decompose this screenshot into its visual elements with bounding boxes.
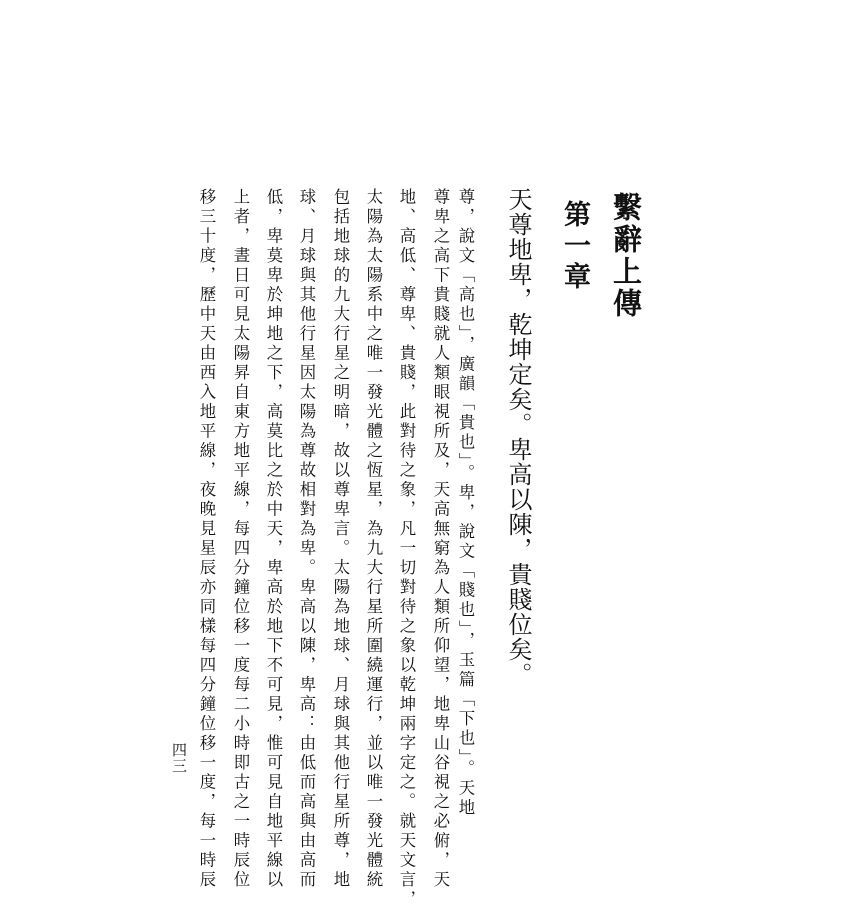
- commentary-line: 球、月球與其他行星因太陽為尊故相對為卑。卑高以陳，卑高：由低而高與由高而: [297, 188, 316, 890]
- commentary-line: 上者，晝日可見太陽昇自東方地平線，每四分鐘位移一度每二小時即古之一時辰位: [231, 188, 250, 890]
- page-number: 四三: [170, 742, 188, 774]
- commentary-line: 尊，說文「高也」，廣韻「貴也」。卑，說文「賤也」，玉篇「下也」。天地: [456, 188, 475, 819]
- commentary-line: 尊卑之高下貴賤就人類眼視所及，天高無窮為人類所仰望，地卑山谷視之必俯，天: [431, 188, 450, 890]
- commentary-line: 太陽為太陽系中之唯一發光體之恆星，為九大行星所圍繞運行，並以唯一發光體統: [364, 188, 383, 890]
- chapter-title: 第一章: [559, 200, 590, 293]
- book-title: 繫辭上傳: [609, 192, 643, 320]
- commentary-line: 包括地球的九大行星之明暗，故以尊卑言。太陽為地球、月球與其他行星所尊，地: [331, 188, 350, 890]
- commentary-line: 低，卑莫卑於坤地之下，高莫比之於中天，卑高於地下不可見，惟可見自地平線以: [264, 188, 283, 890]
- verse-text: 天尊地卑，乾坤定矣。卑高以陳，貴賤位矣。: [504, 187, 532, 687]
- commentary-line: 移三十度，歷中天由西入地平線，夜晚見星辰亦同樣每四分鐘位移一度，每一時辰: [197, 188, 216, 890]
- commentary-line: 地、高低、尊卑、貴賤，此對待之象，凡一切對待之象以乾坤兩字定之。就天文言，: [397, 188, 416, 910]
